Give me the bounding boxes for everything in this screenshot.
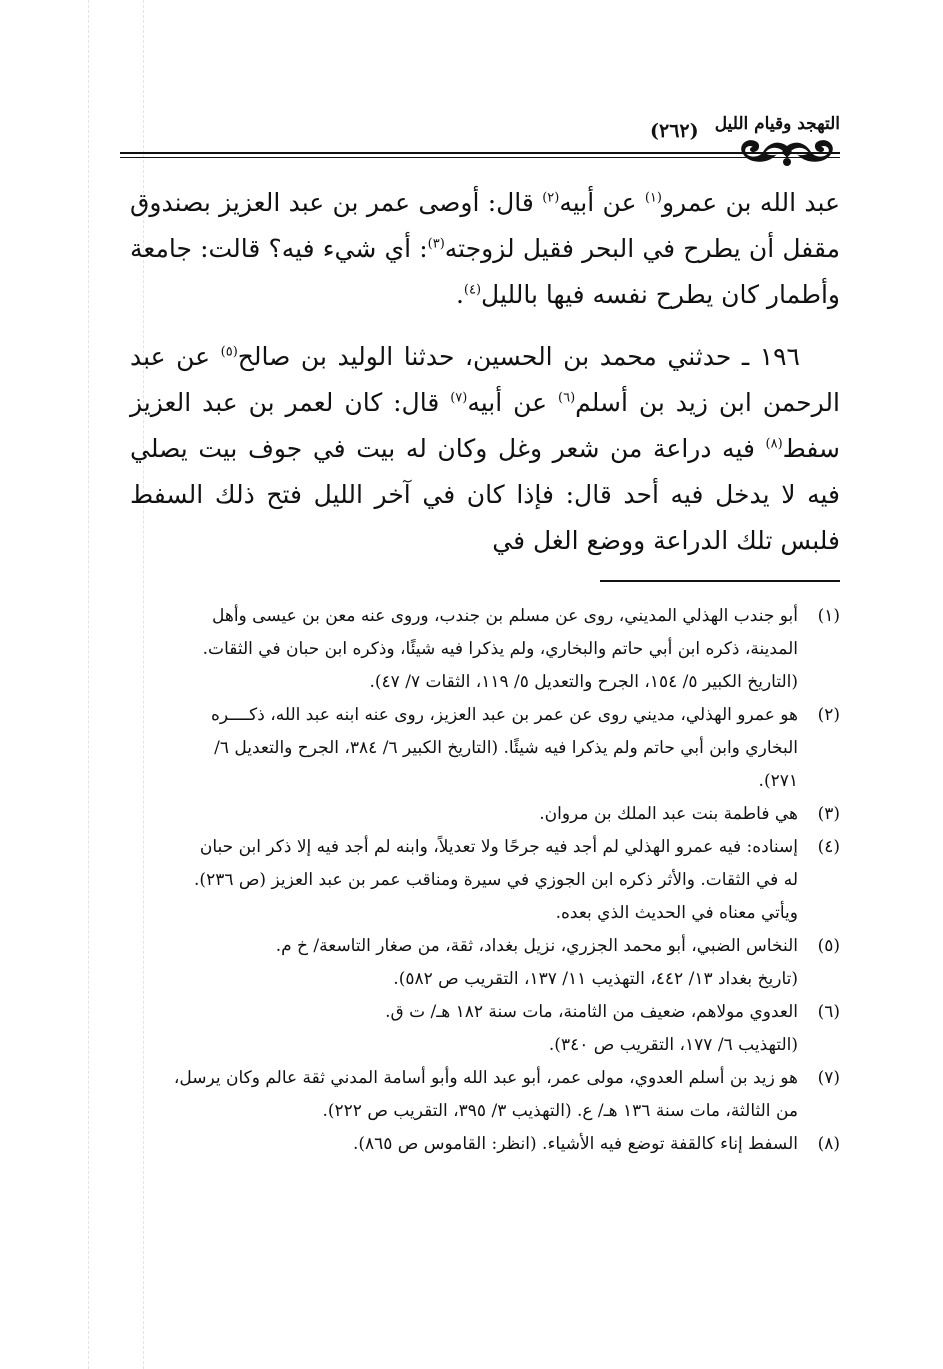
footnote-number: (٤) bbox=[817, 837, 840, 857]
footnote bbox=[120, 600, 840, 699]
footnote-line: هو عمرو الهذلي، مديني روى عن عمر بن عبد العزيز، روى عنه ابنه عبد الله، ذكــــره bbox=[210, 705, 798, 725]
footnote-text bbox=[120, 798, 798, 831]
footnote-text bbox=[120, 1062, 798, 1128]
footnote-line: (تاريخ بغداد ١٣/ ٤٤٢، التهذيب ١١/ ١٣٧، التقريب ص ٥٨٢). bbox=[393, 969, 798, 989]
footnote-line: من الثالثة، مات سنة ١٣٦ هـ/ ع. (التهذيب ٣/ ٣٩٥، التقريب ص ٢٢٢). bbox=[322, 1101, 798, 1121]
footnote bbox=[120, 996, 840, 1062]
footnote-number: (٦) bbox=[817, 1002, 840, 1022]
footnote-text bbox=[120, 831, 798, 930]
text-run: ١٩٦ ـ حدثني محمد بن الحسين، حدثنا الوليد بن صالح bbox=[237, 342, 800, 371]
footnote-ref[interactable]: (٨) bbox=[765, 436, 783, 452]
footnote-line: هو زيد بن أسلم العدوي، مولى عمر، أبو عبد الله وأبو أسامة المدني ثقة عالم وكان يرسل، bbox=[173, 1068, 798, 1088]
footnote bbox=[120, 798, 840, 831]
footnote-ref[interactable]: (٤) bbox=[463, 282, 482, 298]
footnote-ref[interactable]: (٦) bbox=[558, 390, 576, 406]
footnote-line: أبو جندب الهذلي المديني، روى عن مسلم بن جندب، وروى عنه معن بن عيسى وأهل bbox=[211, 606, 798, 626]
footnote bbox=[120, 831, 840, 930]
footnote-line: إسناده: فيه عمرو الهذلي لم أجد فيه جرحًا ولا تعديلاً، وابنه لم أجد فيه إلا ذكر ابن حبان bbox=[199, 837, 798, 857]
header-rule-thin bbox=[120, 157, 840, 158]
footnote-number: (٢) bbox=[817, 705, 840, 725]
footnote-number: (١) bbox=[817, 606, 840, 626]
footnote-text bbox=[120, 996, 798, 1062]
paragraph-hadith-196 bbox=[130, 334, 840, 564]
footnote-line: المدينة، ذكره ابن أبي حاتم والبخاري، ولم يذكرا فيه شيئًا، وذكره ابن حبان في الثقات. bbox=[202, 639, 798, 659]
footnote bbox=[120, 699, 840, 798]
footnote-line: ويأتي معناه في الحديث الذي بعده. bbox=[555, 903, 798, 923]
footnote-line: ٢٧١). bbox=[758, 771, 798, 791]
footnote-number: (٨) bbox=[817, 1134, 840, 1154]
footnote-ref[interactable]: (٢) bbox=[542, 190, 560, 206]
text-run: قال: كان لعمر بن عبد العزيز سفط bbox=[130, 388, 840, 463]
footnote-separator bbox=[600, 580, 840, 582]
footnote-text bbox=[120, 930, 798, 996]
footnote-line: النخاس الضبي، أبو محمد الجزري، نزيل بغداد، ثقة، من صغار التاسعة/ خ م. bbox=[275, 936, 798, 956]
footnote-ref[interactable]: (٥) bbox=[220, 344, 238, 360]
scan-guide-line bbox=[88, 0, 89, 1369]
text-run: قال: أوصى عمر بن عبد العزيز بصندوق مقفل أن يطرح في البحر فقيل لزوجته bbox=[130, 188, 840, 263]
main-text bbox=[130, 180, 840, 564]
footnote-ref[interactable]: (١) bbox=[644, 190, 662, 206]
footnote-text bbox=[120, 600, 798, 699]
text-run: فيه دراعة من شعر وغل وكان له بيت في جوف بيت يصلي فيه لا يدخل فيه أحد قال: فإذا كان في آخر الليل فتح ذلك السفط فلبس تلك الدراعة ووضع الغل في bbox=[130, 434, 840, 555]
footnote-line: البخاري وابن أبي حاتم ولم يذكرا فيه شيئًا. (التاريخ الكبير ٦/ ٣٨٤، الجرح والتعديل ٦/ bbox=[214, 738, 798, 758]
footnote-number: (٣) bbox=[817, 804, 840, 824]
footnote-number: (٧) bbox=[817, 1068, 840, 1088]
paragraph bbox=[130, 180, 840, 318]
footnote-line: (التاريخ الكبير ٥/ ١٥٤، الجرح والتعديل ٥/ ١١٩، الثقات ٧/ ٤٧). bbox=[369, 672, 798, 692]
text-run: عن عبد الرحمن ابن زيد بن أسلم bbox=[130, 342, 840, 417]
text-run: : أي شيء فيه؟ قالت: جامعة وأطمار كان يطرح نفسه فيها بالليل bbox=[130, 234, 840, 309]
text-run: عبد الله بن عمرو bbox=[661, 188, 840, 217]
footnote-line: له في الثقات. والأثر ذكره ابن الجوزي في سيرة ومناقب عمر بن عبد العزيز (ص ٢٣٦). bbox=[194, 870, 798, 890]
text-run: عن أبيه bbox=[559, 188, 645, 217]
footnote-text bbox=[120, 699, 798, 798]
footnote-ref[interactable]: (٣) bbox=[427, 236, 445, 252]
footnote-line: السفط إناء كالقفة توضع فيه الأشياء. (انظر: القاموس ص ٨٦٥). bbox=[352, 1134, 798, 1154]
footnote-ref[interactable]: (٧) bbox=[450, 390, 468, 406]
footnote-number: (٥) bbox=[817, 936, 840, 956]
footnotes bbox=[120, 600, 840, 1161]
footnote-line: هي فاطمة بنت عبد الملك بن مروان. bbox=[539, 804, 798, 824]
page-header bbox=[120, 110, 840, 154]
text-run: . bbox=[455, 280, 464, 309]
footnote-line: العدوي مولاهم، ضعيف من الثامنة، مات سنة ١٨٢ هـ/ ت ق. bbox=[385, 1002, 798, 1022]
page-number: (٢٦٢) bbox=[650, 120, 699, 142]
text-run: عن أبيه bbox=[467, 388, 558, 417]
header-rule-thick bbox=[120, 152, 840, 154]
footnote bbox=[120, 1062, 840, 1128]
footnote-text bbox=[120, 1128, 798, 1161]
footnote-line: (التهذيب ٦/ ١٧٧، التقريب ص ٣٤٠). bbox=[548, 1035, 798, 1055]
footnote bbox=[120, 1128, 840, 1161]
book-title: التهجد وقيام الليل bbox=[714, 114, 840, 134]
footnote bbox=[120, 930, 840, 996]
